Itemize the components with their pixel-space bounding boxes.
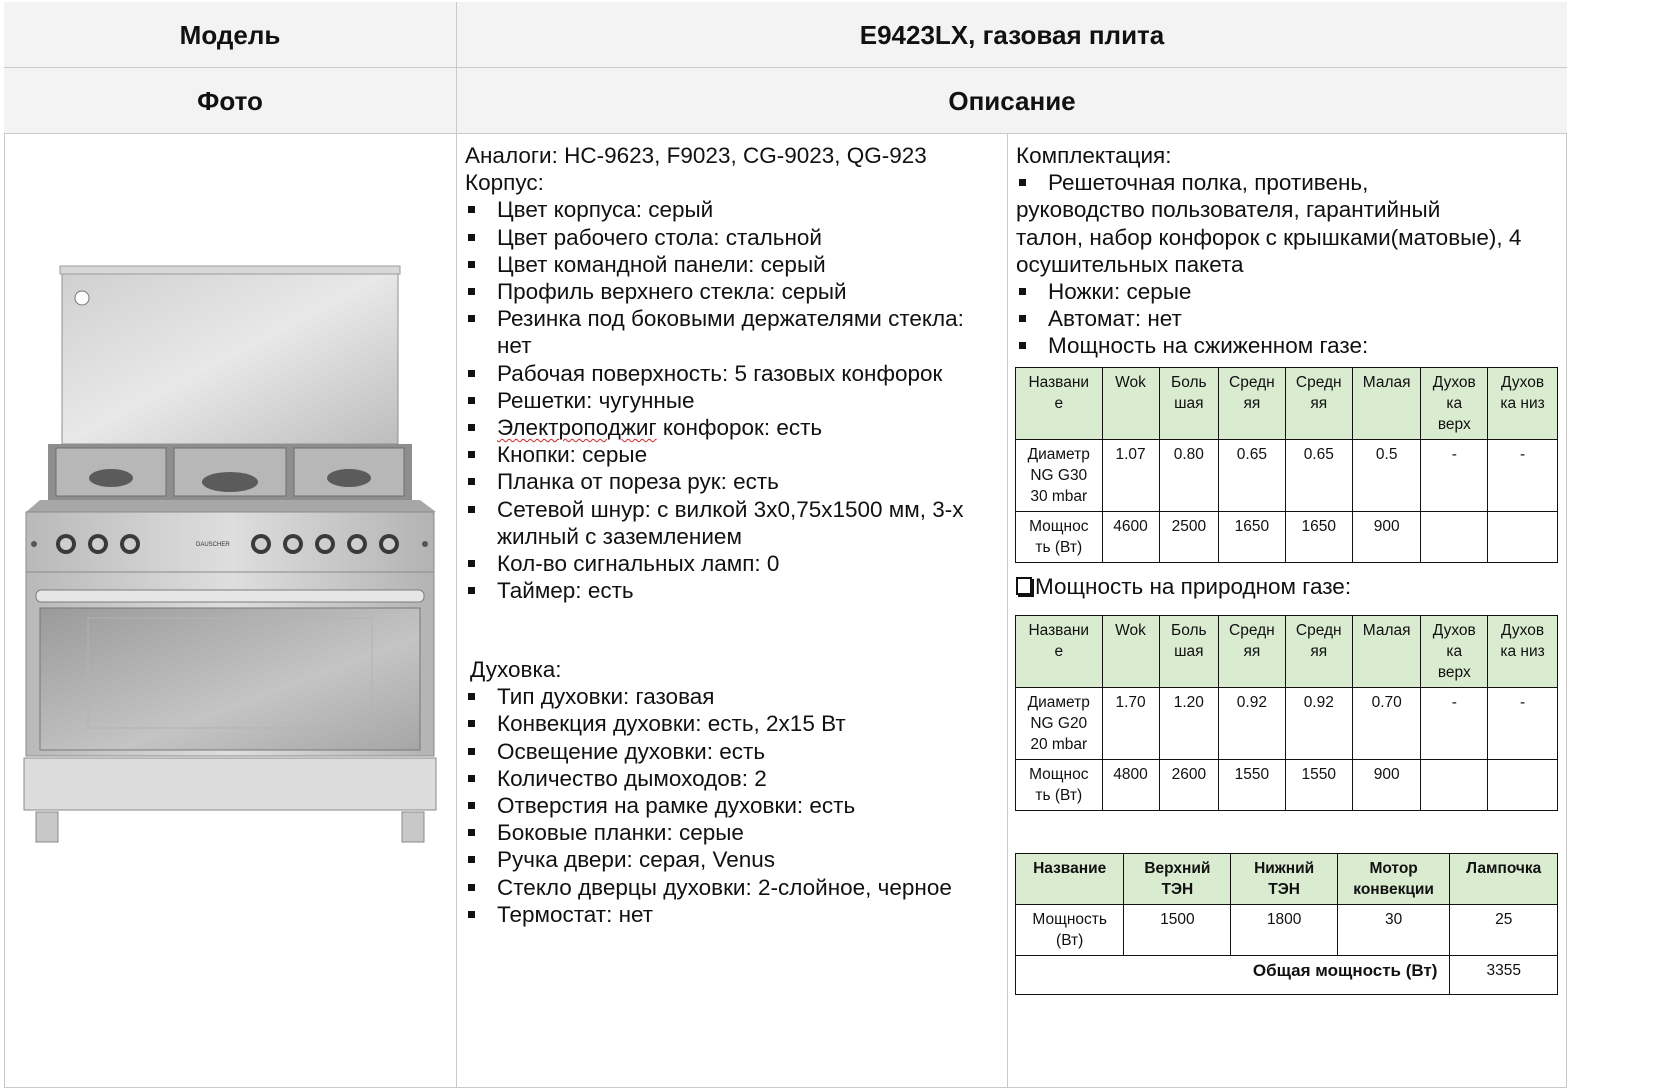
- table-header-cell: Средн яя: [1285, 616, 1352, 688]
- list-item: Тип духовки: газовая: [465, 683, 1000, 710]
- table-cell: 4800: [1102, 760, 1159, 811]
- table-header-cell: Названи е: [1016, 616, 1103, 688]
- table-row: [1016, 760, 1558, 811]
- table-header-cell: Лампочка: [1450, 854, 1558, 905]
- table-cell: -: [1421, 688, 1488, 760]
- column-divider: [1007, 134, 1008, 1088]
- table-row: [1016, 440, 1558, 512]
- table-header-cell: Wok: [1102, 616, 1159, 688]
- table-cell: 1800: [1231, 905, 1337, 956]
- list-item: Отверстия на рамке духовки: есть: [465, 792, 1000, 819]
- table-header-cell: Духов ка верх: [1421, 368, 1488, 440]
- table-header-cell: Wok: [1102, 368, 1159, 440]
- kit-item: Решеточная полка, противень,: [1016, 169, 1561, 196]
- analogs-text: Аналоги: HC-9623, F9023, CG-9023, QG-923: [465, 143, 927, 168]
- stove-brand-label: DAUSCHER: [196, 542, 230, 548]
- ng-title: Мощность на природном газе:: [1035, 574, 1352, 599]
- table-header-cell: Средн яя: [1219, 616, 1286, 688]
- table-header-cell: Боль шая: [1159, 616, 1219, 688]
- spellcheck-underline: Электроподжиг: [497, 415, 657, 441]
- table-cell: [1421, 512, 1488, 563]
- oven-section: [465, 656, 1000, 928]
- table-cell: 0.92: [1219, 688, 1286, 760]
- total-row: [1016, 956, 1558, 995]
- table-cell: 2500: [1159, 512, 1219, 563]
- table-cell: 4600: [1102, 512, 1159, 563]
- table-cell: 900: [1352, 760, 1421, 811]
- housing-list: [465, 196, 1000, 604]
- table-header-cell: Мотор конвекции: [1337, 854, 1450, 905]
- table-cell: Мощнос ть (Вт): [1016, 760, 1103, 811]
- table-header-cell: Средн яя: [1285, 368, 1352, 440]
- list-item: Рабочая поверхность: 5 газовых конфорок: [465, 360, 1000, 387]
- list-item: Термостат: нет: [465, 901, 1000, 928]
- table-cell: 1550: [1219, 760, 1286, 811]
- checkbox-bullet-icon: [1016, 577, 1032, 595]
- ng-title-row: [1016, 573, 1561, 600]
- list-item: Ножки: серые: [1016, 278, 1561, 305]
- model-label: Модель: [179, 19, 281, 50]
- list-item: Ручка двери: серая, Venus: [465, 846, 1000, 873]
- table-row: [1016, 688, 1558, 760]
- list-item: Кнопки: серые: [465, 441, 1000, 468]
- kit-list: [1016, 278, 1561, 360]
- table-cell: [1488, 512, 1558, 563]
- list-item: Сетевой шнур: с вилкой 3х0,75х1500 мм, 3-х жилный с заземлением: [465, 496, 1000, 550]
- list-item: Мощность на сжиженном газе:: [1016, 332, 1561, 359]
- table-header-row: [1016, 616, 1558, 688]
- table-header-cell: Средн яя: [1219, 368, 1286, 440]
- table-cell: -: [1421, 440, 1488, 512]
- table-cell: [1421, 760, 1488, 811]
- photo-label: Фото: [197, 85, 263, 116]
- model-value: E9423LX, газовая плита: [859, 19, 1165, 50]
- table-cell: 1.07: [1102, 440, 1159, 512]
- table-cell: 1650: [1285, 512, 1352, 563]
- list-item: Кол-во сигнальных ламп: 0: [465, 550, 1000, 577]
- table-cell: 0.65: [1219, 440, 1286, 512]
- ng-power-table: [1015, 615, 1558, 811]
- description-column: [465, 142, 1000, 604]
- table-cell: 2600: [1159, 760, 1219, 811]
- table-header-cell: Верхний ТЭН: [1124, 854, 1231, 905]
- total-label: Общая мощность (Вт): [1016, 956, 1450, 995]
- list-item: Освещение духовки: есть: [465, 738, 1000, 765]
- table-cell: 1550: [1285, 760, 1352, 811]
- description-label: Описание: [948, 85, 1076, 116]
- table-cell: 1500: [1124, 905, 1231, 956]
- table-cell: -: [1488, 688, 1558, 760]
- table-header-cell: Малая: [1352, 368, 1421, 440]
- kit-item-cont: руководство пользователя, гарантийный: [1016, 197, 1441, 223]
- list-item: Стекло дверцы духовки: 2-слойное, черное: [465, 874, 1000, 901]
- list-item: Резинка под боковыми держателями стекла: нет: [465, 305, 1000, 359]
- list-item: Цвет корпуса: серый: [465, 196, 1000, 223]
- table-cell: 900: [1352, 512, 1421, 563]
- table-header-cell: Названи е: [1016, 368, 1103, 440]
- list-item: Конвекция духовки: есть, 2х15 Вт: [465, 710, 1000, 737]
- table-row: [1016, 905, 1558, 956]
- table-cell: 0.80: [1159, 440, 1219, 512]
- table-header-cell: Нижний ТЭН: [1231, 854, 1337, 905]
- oven-title: Духовка:: [470, 657, 562, 682]
- table-cell: -: [1488, 440, 1558, 512]
- table-cell: Диаметр NG G30 30 mbar: [1016, 440, 1103, 512]
- column-divider: [456, 2, 457, 1088]
- table-header-cell: Малая: [1352, 616, 1421, 688]
- list-item: Планка от пореза рук: есть: [465, 468, 1000, 495]
- table-header-cell: Духов ка верх: [1421, 616, 1488, 688]
- table-header-row: [1016, 854, 1558, 905]
- table-header-cell: Духов ка низ: [1488, 616, 1558, 688]
- table-cell: 30: [1337, 905, 1450, 956]
- table-cell: Мощность (Вт): [1016, 905, 1124, 956]
- header-row-photo: [4, 68, 1567, 134]
- list-item: Количество дымоходов: 2: [465, 765, 1000, 792]
- kit-item-cont: талон, набор конфорок с крышками(матовые), 4: [1016, 224, 1522, 250]
- table-header-cell: Название: [1016, 854, 1124, 905]
- table-header-cell: Боль шая: [1159, 368, 1219, 440]
- list-item: Решетки: чугунные: [465, 387, 1000, 414]
- oven-power-table: [1015, 853, 1558, 995]
- total-value: 3355: [1450, 956, 1558, 995]
- header-row-model: [4, 2, 1567, 68]
- kit-item-cont: осушительных пакета: [1016, 251, 1244, 277]
- table-cell: 0.92: [1285, 688, 1352, 760]
- table-cell: 1.20: [1159, 688, 1219, 760]
- kit-section: [1016, 142, 1561, 360]
- table-cell: 0.70: [1352, 688, 1421, 760]
- table-header-cell: Духов ка низ: [1488, 368, 1558, 440]
- oven-list: [465, 683, 1000, 928]
- table-cell: 1.70: [1102, 688, 1159, 760]
- table-cell: 0.65: [1285, 440, 1352, 512]
- table-cell: Мощнос ть (Вт): [1016, 512, 1103, 563]
- list-item: Профиль верхнего стекла: серый: [465, 278, 1000, 305]
- table-cell: Диаметр NG G20 20 mbar: [1016, 688, 1103, 760]
- lpg-power-table: [1015, 367, 1558, 563]
- list-item: Цвет командной панели: серый: [465, 251, 1000, 278]
- list-item: Таймер: есть: [465, 577, 1000, 604]
- table-cell: 25: [1450, 905, 1558, 956]
- list-item: Боковые планки: серые: [465, 819, 1000, 846]
- list-item: Автомат: нет: [1016, 305, 1561, 332]
- table-cell: [1488, 760, 1558, 811]
- stove-photo: [18, 262, 442, 852]
- housing-title: Корпус:: [465, 170, 544, 196]
- list-item: Электроподжиг конфорок: есть: [465, 414, 1000, 441]
- table-cell: 0.5: [1352, 440, 1421, 512]
- table-header-row: [1016, 368, 1558, 440]
- list-item: Цвет рабочего стола: стальной: [465, 224, 1000, 251]
- kit-title: Комплектация:: [1016, 143, 1172, 168]
- table-cell: 1650: [1219, 512, 1286, 563]
- table-row: [1016, 512, 1558, 563]
